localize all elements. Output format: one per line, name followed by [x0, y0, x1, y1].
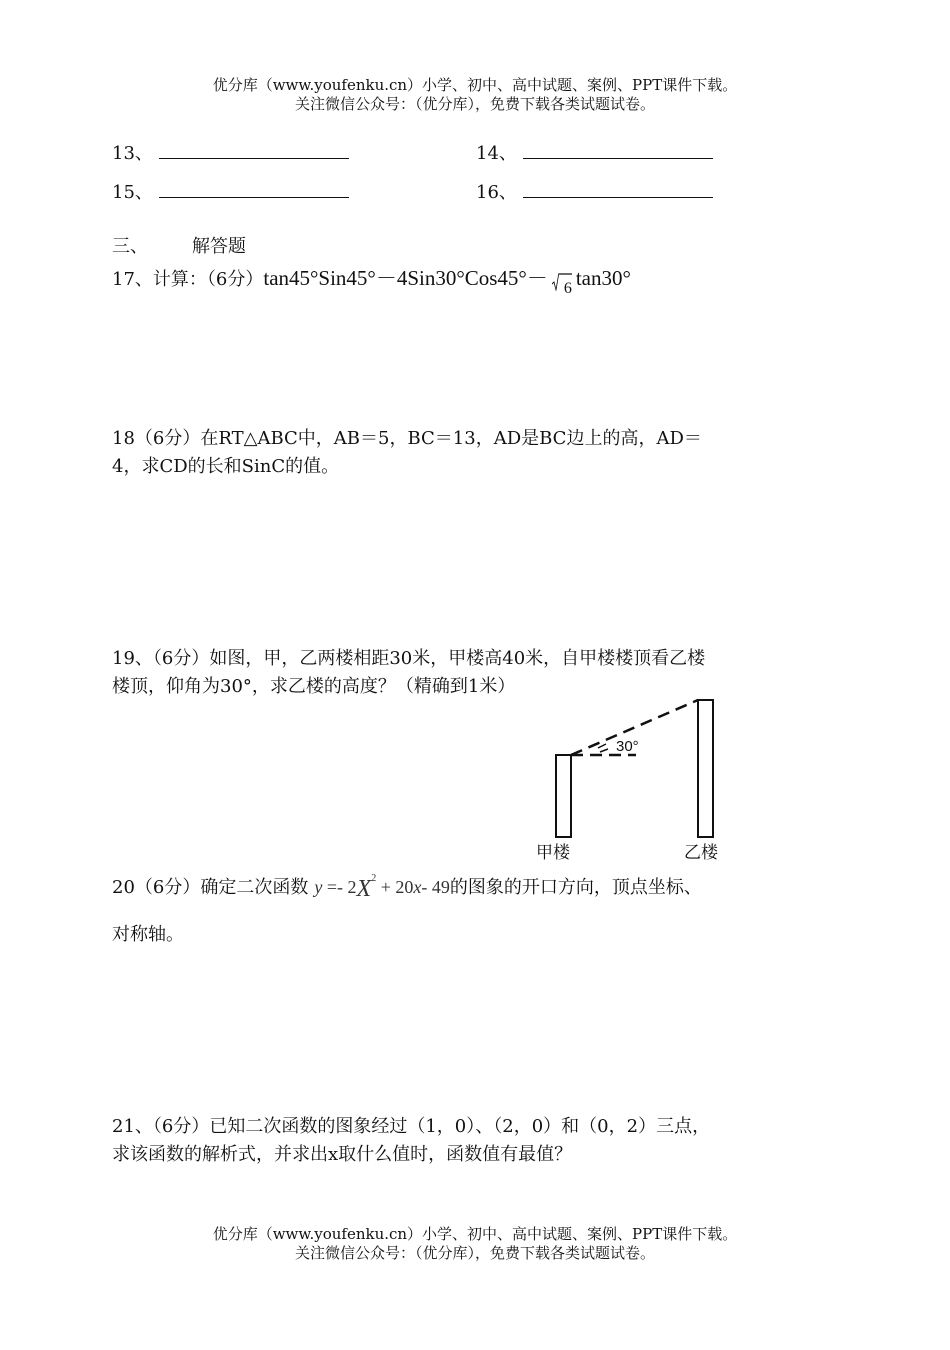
angle-arc [598, 744, 608, 752]
answer-line[interactable] [523, 179, 713, 198]
footer-line-1: 优分库（www.youfenku.cn）小学、初中、高中试题、案例、PPT课件下载。 [212, 1225, 738, 1243]
building-a-label: 甲楼 [536, 843, 570, 863]
blank-label: 16、 [476, 182, 517, 203]
blank-13 [112, 140, 349, 168]
answer-line[interactable] [159, 179, 349, 198]
q20-prefix: 20（6分）确定二次函数 [112, 877, 309, 898]
blank-16 [476, 179, 713, 207]
question-18-line-1: 18（6分）在RT△ABC中，AB＝5，BC＝13，AD是BC边上的高，AD＝ [112, 428, 702, 449]
question-18-line-2: 4，求CD的长和SinC的值。 [112, 456, 340, 477]
answer-line[interactable] [523, 140, 713, 159]
header-line-2: 关注微信公众号：（优分库），免费下载各类试题试卷。 [294, 95, 655, 113]
sqrt-radicand: 6 [563, 280, 572, 297]
q17-expression-2: tan30° [575, 266, 631, 290]
blank-label: 13、 [112, 143, 153, 164]
q17-expression-1: tan45°Sin45°－4Sin30°Cos45°－ [263, 266, 548, 290]
sqrt-symbol [552, 275, 572, 303]
question-21-line-2: 求该函数的解析式，并求出x取什么值时，函数值有最值？ [112, 1144, 573, 1165]
radical-sign [552, 273, 572, 291]
building-a-shape [556, 755, 571, 837]
footer-line-2: 关注微信公众号：（优分库），免费下载各类试题试卷。 [294, 1244, 655, 1262]
building-b-shape [698, 700, 713, 837]
section-title: 解答题 [192, 236, 246, 257]
eq-x-squared: X [356, 876, 372, 902]
question-21-line-1: 21、（6分）已知二次函数的图象经过（1，0）、（2，0）和（0，2）三点， [112, 1116, 711, 1137]
eq-constant: - 49 [421, 877, 450, 897]
eq-exponent: 2 [371, 873, 377, 884]
question-19-line-1: 19、（6分）如图，甲，乙两楼相距30米，甲楼高40米，自甲楼楼顶看乙楼 [112, 648, 706, 669]
question-19-line-2: 楼顶，仰角为30°，求乙楼的高度？（精确到1米） [112, 676, 516, 697]
quadratic-equation [314, 873, 450, 902]
eq-linear: + 20 [380, 877, 414, 897]
blank-15 [112, 179, 349, 207]
q17-prefix: 17、计算：（6分） [112, 269, 264, 290]
section-number: 三、 [112, 236, 148, 257]
buildings-figure [520, 690, 750, 870]
question-20-line-2: 对称轴。 [112, 924, 184, 945]
section-heading [112, 233, 246, 261]
building-b-label: 乙楼 [684, 843, 718, 863]
angle-label: 30° [616, 738, 639, 755]
blank-14 [476, 140, 713, 168]
blank-label: 15、 [112, 182, 153, 203]
header-line-1: 优分库（www.youfenku.cn）小学、初中、高中试题、案例、PPT课件下载。 [212, 76, 738, 94]
eq-y: y [314, 877, 323, 897]
blank-label: 14、 [476, 143, 517, 164]
answer-line[interactable] [159, 140, 349, 159]
question-20-line-1 [112, 872, 702, 905]
eq-coefficient: =- 2 [326, 877, 357, 897]
q20-suffix: 的图象的开口方向，顶点坐标、 [449, 877, 702, 898]
question-17 [112, 264, 631, 295]
eq-x: x [413, 877, 422, 897]
